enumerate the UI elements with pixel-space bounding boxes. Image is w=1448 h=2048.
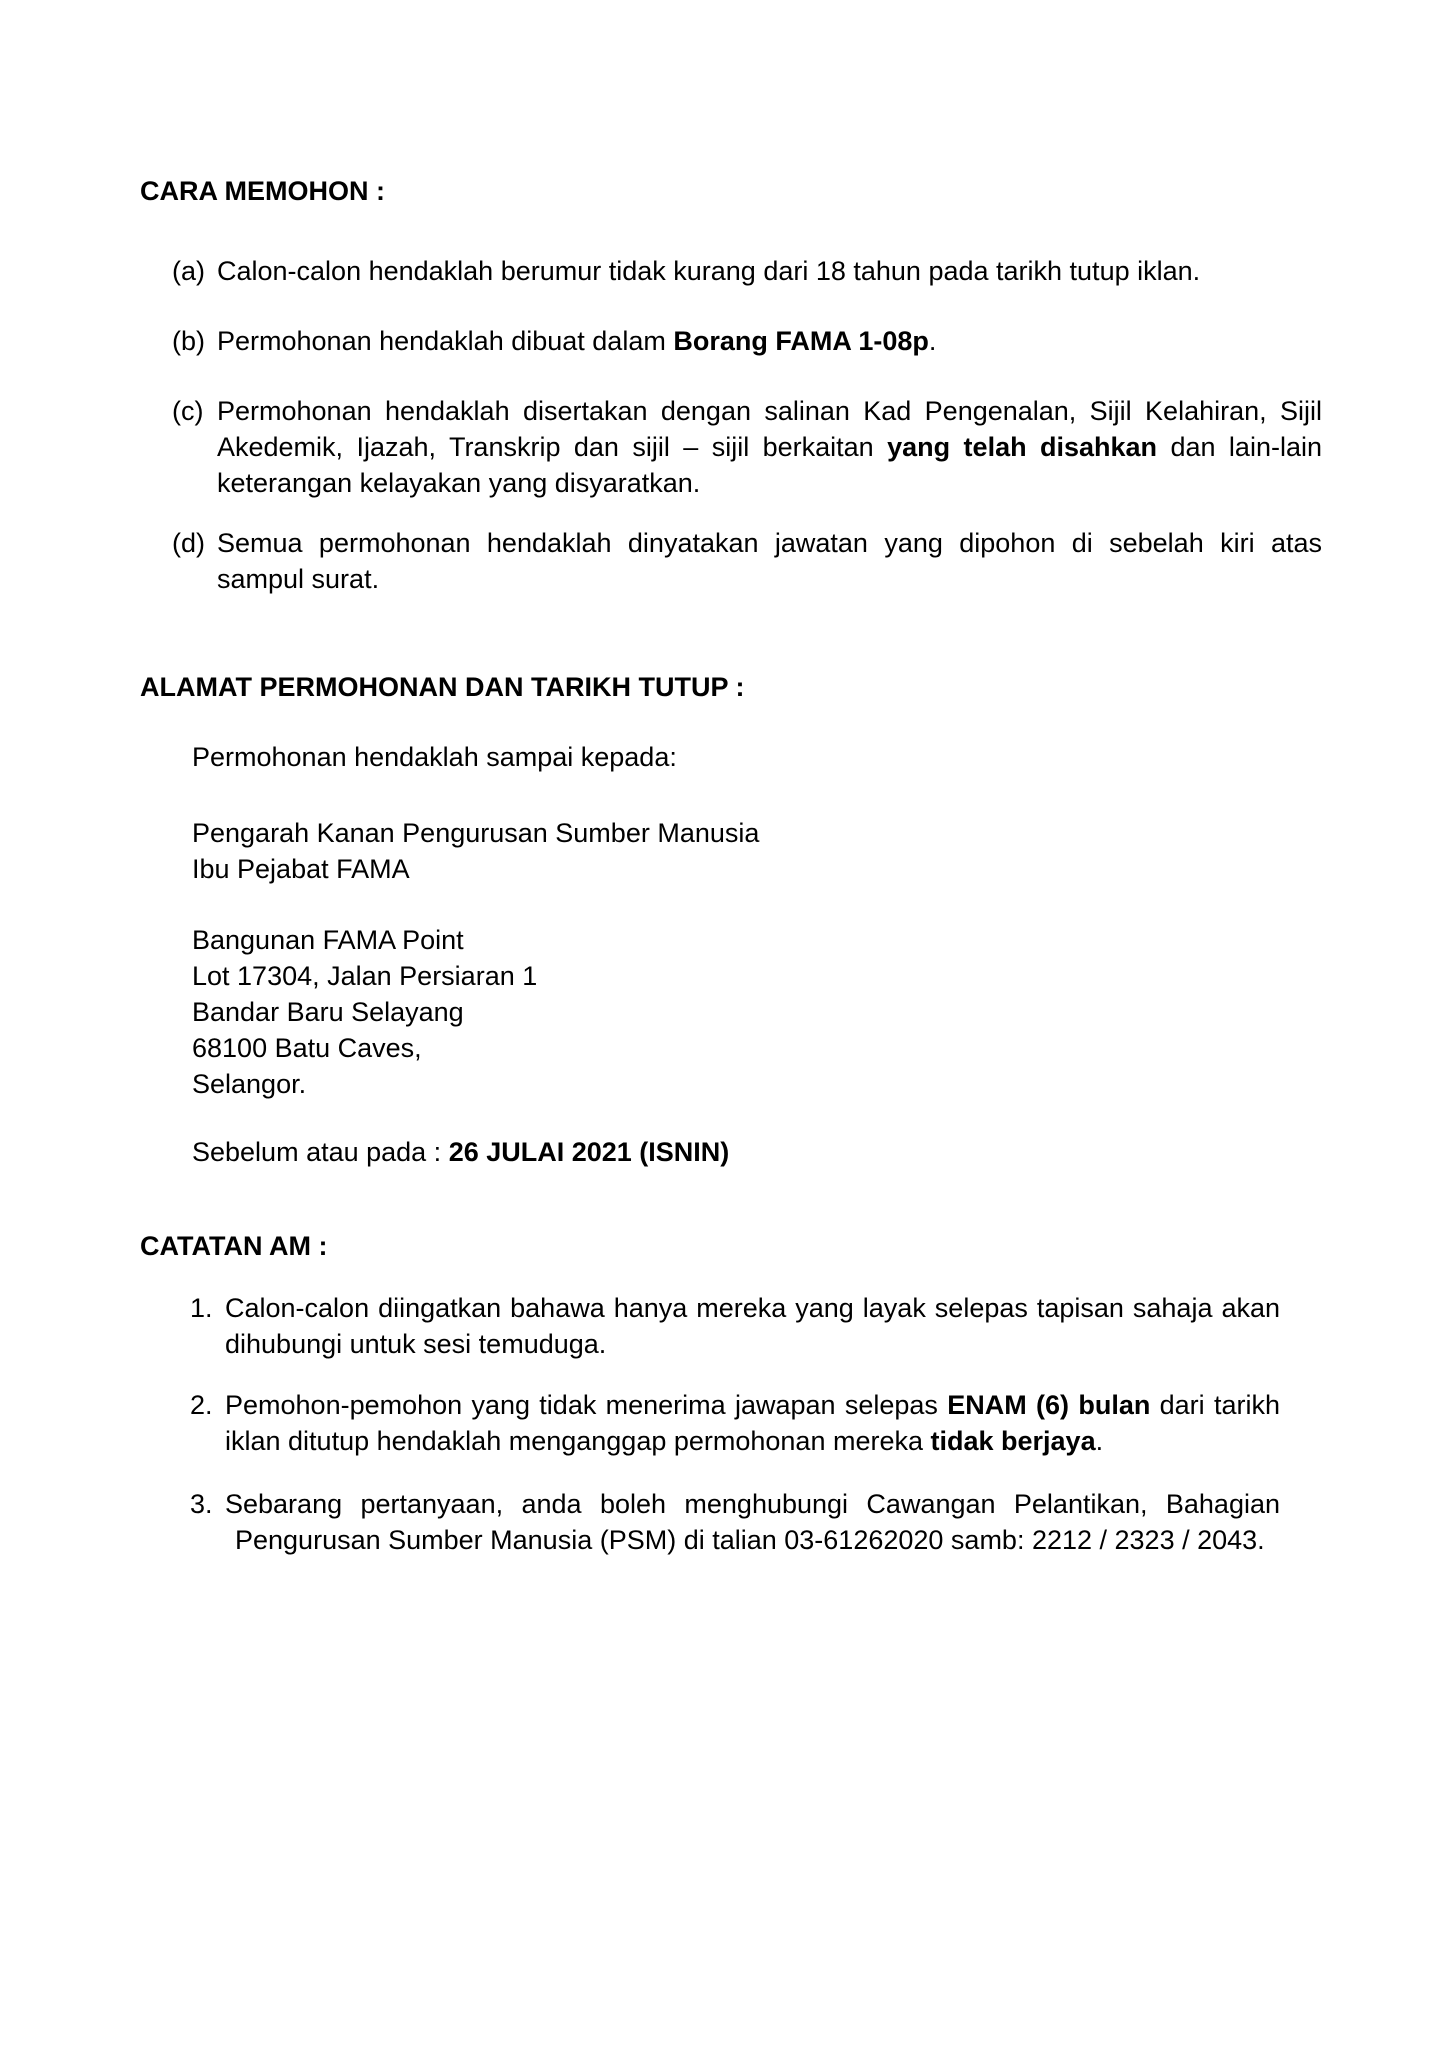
cara-memohon-item-b xyxy=(172,323,1322,359)
address-line: Bandar Baru Selayang xyxy=(192,997,464,1027)
catatan-am-heading: CATATAN AM : xyxy=(140,1231,328,1261)
emphasis: yang telah disahkan xyxy=(887,432,1158,462)
address-line: Lot 17304, Jalan Persiaran 1 xyxy=(192,961,538,991)
cara-memohon-item-c xyxy=(172,393,1322,501)
item-text-part: dari tarikh iklan ditutup hendaklah menganggap permohonan mereka xyxy=(225,1390,1280,1456)
item-text-part: dan lain-lain keterangan kelayakan yang disyaratkan. xyxy=(217,432,1322,498)
item-marker: (c) xyxy=(172,396,204,426)
item-text xyxy=(217,393,1322,501)
deadline-label: Sebelum atau pada : xyxy=(192,1137,449,1167)
item-marker: 2. xyxy=(190,1390,213,1420)
cara-memohon-item-a xyxy=(172,253,1322,289)
recipient-line: Pengarah Kanan Pengurusan Sumber Manusia xyxy=(192,818,760,848)
item-marker: (a) xyxy=(172,256,205,286)
item-text-part: . xyxy=(928,326,937,356)
emphasis: ENAM (6) bulan xyxy=(947,1390,1151,1420)
item-marker: 1. xyxy=(190,1293,213,1323)
item-marker: (d) xyxy=(172,528,205,558)
item-text-part: Permohonan hendaklah disertakan dengan salinan Kad Pengenalan, Sijil Kelahiran, Sijil Akedemik, Ijazah, Transkrip dan sijil – sijil berkaitan xyxy=(217,396,1322,462)
address-block xyxy=(192,922,1092,1102)
recipient-block xyxy=(192,815,1092,887)
catatan-item-2 xyxy=(190,1387,1340,1459)
item-text-part: . xyxy=(1095,1426,1104,1456)
item-text xyxy=(225,1387,1280,1459)
item-text: Calon-calon diingatkan bahawa hanya mereka yang layak selepas tapisan sahaja akan dihubungi untuk sesi temuduga. xyxy=(225,1293,1280,1359)
catatan-item-1 xyxy=(190,1290,1340,1362)
alamat-intro: Permohonan hendaklah sampai kepada: xyxy=(192,742,677,772)
item-text: Calon-calon hendaklah berumur tidak kurang dari 18 tahun pada tarikh tutup iklan. xyxy=(217,256,1201,286)
item-text: Semua permohonan hendaklah dinyatakan jawatan yang dipohon di sebelah kiri atas sampul surat. xyxy=(217,528,1322,594)
deadline xyxy=(192,1134,1092,1170)
catatan-item-3 xyxy=(190,1486,1340,1558)
address-line: Bangunan FAMA Point xyxy=(192,925,464,955)
item-text-line2: Pengurusan Sumber Manusia (PSM) di talian 03-61262020 samb: 2212 / 2323 / 2043. xyxy=(235,1525,1265,1555)
item-text-part: Pemohon-pemohon yang tidak menerima jawapan selepas xyxy=(225,1390,948,1420)
item-text-part: Permohonan hendaklah dibuat dalam xyxy=(217,326,674,356)
alamat-heading: ALAMAT PERMOHONAN DAN TARIKH TUTUP : xyxy=(140,672,745,702)
item-text xyxy=(217,323,1322,359)
address-line: Selangor. xyxy=(192,1069,307,1099)
deadline-date: 26 JULAI 2021 (ISNIN) xyxy=(448,1137,730,1167)
form-name: Borang FAMA 1-08p xyxy=(673,326,929,356)
item-text-line1: Sebarang pertanyaan, anda boleh menghubungi Cawangan Pelantikan, Bahagian xyxy=(225,1489,1280,1519)
address-line: 68100 Batu Caves, xyxy=(192,1033,422,1063)
cara-memohon-heading: CARA MEMOHON : xyxy=(140,176,385,206)
item-marker: 3. xyxy=(190,1489,213,1519)
recipient-line: Ibu Pejabat FAMA xyxy=(192,854,410,884)
item-marker: (b) xyxy=(172,326,205,356)
cara-memohon-item-d xyxy=(172,525,1322,597)
emphasis: tidak berjaya xyxy=(930,1426,1096,1456)
